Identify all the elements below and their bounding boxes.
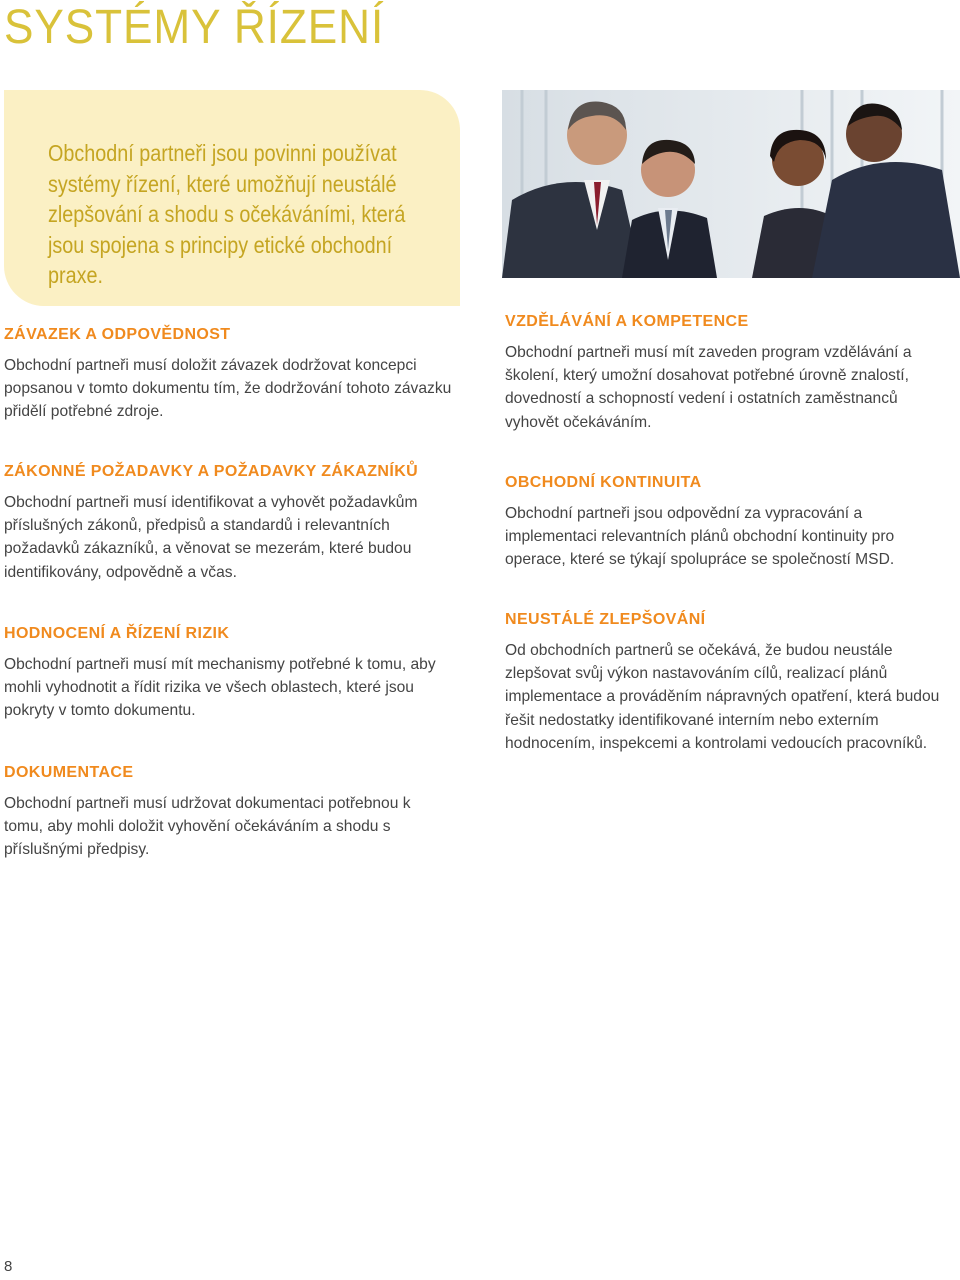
section-heading: ZÁVAZEK A ODPOVĚDNOST [4, 326, 231, 343]
intro-callout [4, 90, 460, 306]
section-heading: VZDĚLÁVÁNÍ A KOMPETENCE [505, 313, 749, 330]
section-body: Obchodní partneři musí mít mechanismy potřebné k tomu, aby mohli vyhodnotit a řídit rizika ve všech oblastech, které jsou pokryty v tomto dokumentu. [4, 656, 436, 720]
section-obchodni-kontinuita [505, 474, 955, 572]
section-hodnoceni-rizik [4, 625, 464, 723]
section-heading: DOKUMENTACE [4, 764, 134, 781]
section-body: Obchodní partneři musí mít zaveden program vzdělávání a školení, který umožní dosahovat potřebné úrovně znalostí, dovedností a schopností vedení i ostatních zaměstnanců vyhovět očekáváním. [505, 344, 912, 431]
section-vzdelavani [505, 313, 955, 434]
section-heading: HODNOCENÍ A ŘÍZENÍ RIZIK [4, 625, 230, 642]
section-body: Obchodní partneři musí identifikovat a vyhovět požadavkům příslušných zákonů, předpisů a standardů i relevantních požadavků zákazníků, a věnovat se mezerám, které budou identifikovány, odpovědně a včas. [4, 494, 418, 581]
section-zavazek [4, 326, 464, 424]
section-heading: OBCHODNÍ KONTINUITA [505, 474, 702, 491]
section-neustale-zlepsovani [505, 611, 950, 755]
page-title: SYSTÉMY ŘÍZENÍ [4, 1, 385, 54]
intro-callout-text: Obchodní partneři jsou povinni používat systémy řízení, které umožňují neustálé zlepšování a shodu s očekáváními, která jsou spojena s principy etické obchodní praxe. [48, 140, 406, 288]
business-people-photo [502, 90, 960, 278]
section-body: Obchodní partneři jsou odpovědní za vypracování a implementaci relevantních plánů obchodní kontinuity pro operace, které se týkají spolupráce se společností MSD. [505, 505, 895, 569]
section-body: Obchodní partneři musí doložit závazek dodržovat koncepci popsanou v tomto dokumentu tím, že dodržování tohoto závazku přidělí potřebné zdroje. [4, 357, 452, 421]
page-number: 8 [4, 1258, 13, 1275]
section-body: Obchodní partneři musí udržovat dokumentaci potřebnou k tomu, aby mohli doložit vyhovění očekáváním a shodu s příslušnými předpisy. [4, 795, 411, 859]
section-heading: ZÁKONNÉ POŽADAVKY A POŽADAVKY ZÁKAZNÍKŮ [4, 463, 419, 480]
section-heading: NEUSTÁLÉ ZLEPŠOVÁNÍ [505, 611, 706, 628]
section-dokumentace [4, 764, 444, 862]
section-zakonne-pozadavky [4, 463, 464, 584]
section-body: Od obchodních partnerů se očekává, že budou neustále zlepšovat svůj výkon nastavováním cílů, realizací plánů implementace a prováděním nápravných opatření, která budou řešit nedostatky identifikované interním nebo externím hodnocením, inspekcemi a kontrolami vedoucích pracovníků. [505, 642, 940, 752]
